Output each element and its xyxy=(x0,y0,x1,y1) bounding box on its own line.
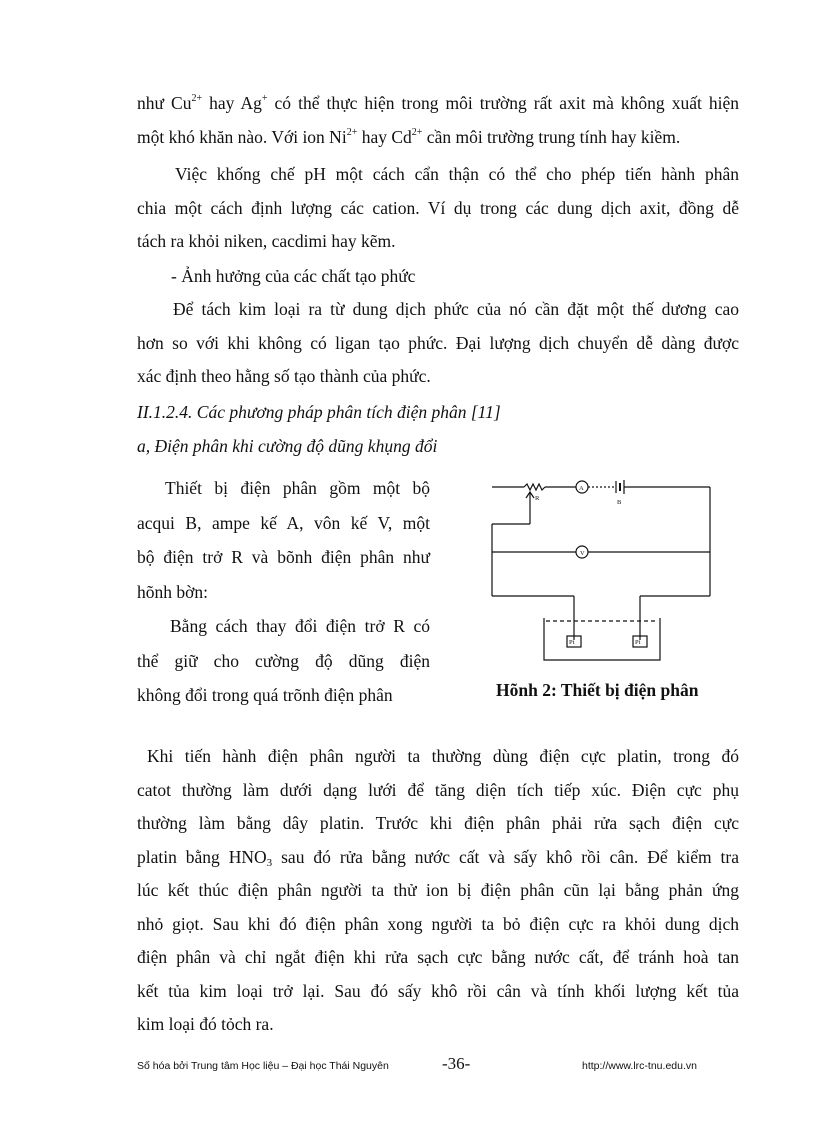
line: điện phân và chỉ ngắt điện khi rửa sạch cực bằng nước cất, để tránh hoà tan xyxy=(137,947,739,967)
paragraph-1 xyxy=(137,87,739,154)
label-pt: Pt xyxy=(635,639,641,646)
line: Khi tiến hành điện phân người ta thường dùng điện cực platin, trong đó xyxy=(147,746,739,766)
page-number: -36- xyxy=(442,1054,471,1073)
line: Để tách kim loại ra từ dung dịch phức của nó cần đặt một thế dương cao xyxy=(173,299,739,319)
line: xác định theo hằng số tạo thành của phức. xyxy=(137,366,431,386)
line: - Ảnh hưởng của các chất tạo phức xyxy=(171,266,416,286)
paragraph-5 xyxy=(137,471,430,713)
paragraph-2 xyxy=(137,158,739,259)
figure-caption: Hõnh 2: Thiết bị điện phân xyxy=(496,680,699,700)
line: Bằng cách thay đổi điện trở R có xyxy=(170,616,430,636)
line: thể giữ cho cường độ dũng điện xyxy=(137,650,430,671)
line: platin bằng $HNO_3$ sau đó rửa bằng nước cất và sấy khô rồi cân. Để kiểm tra xyxy=(137,846,739,869)
electrolysis-cell xyxy=(544,618,660,660)
paragraph-3 xyxy=(137,260,739,294)
label-a: A xyxy=(579,485,584,492)
footer-source: Số hóa bởi Trung tâm Học liệu – Đại học Thái Nguyên xyxy=(137,1060,389,1072)
paragraph-6 xyxy=(137,740,739,1042)
line: catot thường làm dưới dạng lưới để tăng diện tích tiếp xúc. Điện cực phụ xyxy=(137,779,739,800)
line: như $Cu^{2+}$ hay Ag+ có thể thực hiện trong môi trường rất axit mà không xuất hiện xyxy=(137,93,739,113)
label-r: R xyxy=(535,495,540,502)
resistor-r xyxy=(524,484,545,490)
section-heading: II.1.2.4. Các phương pháp phân tích điện phân [11] xyxy=(137,402,501,422)
line: acqui B, ampe kế A, vôn kế V, một xyxy=(137,512,430,533)
line: kết tủa kim loại trở lại. Sau đó sấy khô rồi cân và tính khối lượng kết tủa xyxy=(137,980,739,1001)
line: kim loại đó tỏch ra. xyxy=(137,1014,274,1034)
line: chia một cách định lượng các cation. Ví dụ trong các dung dịch axit, đồng dễ xyxy=(137,197,739,218)
label-v: V xyxy=(580,550,585,557)
line: tách ra khỏi niken, cacdimi hay kẽm. xyxy=(137,231,396,251)
line: bộ điện trở R và bõnh điện phân như xyxy=(137,547,430,567)
line: hõnh bờn: xyxy=(137,581,208,602)
line: thường làm bằng dây platin. Trước khi điện phân phải rửa sạch điện cực xyxy=(137,813,739,833)
electrolysis-apparatus-diagram xyxy=(488,478,718,668)
line: không đổi trong quá trõnh điện phân xyxy=(137,685,393,705)
label-b: B xyxy=(617,499,622,506)
line: Thiết bị điện phân gồm một bộ xyxy=(165,478,430,498)
label-pt: Pt xyxy=(569,639,575,646)
footer-link[interactable]: http://www.lrc-tnu.edu.vn xyxy=(582,1060,697,1072)
paragraph-4 xyxy=(137,293,739,394)
line: Việc khống chế pH một cách cẩn thận có thể cho phép tiến hành phân xyxy=(175,164,739,184)
line: hơn so với khi không có ligan tạo phức. Đại lượng dịch chuyển dễ dàng được xyxy=(137,332,739,353)
line: nhỏ giọt. Sau khi đó điện phân xong người ta bỏ điện cực ra khỏi dung dịch xyxy=(137,913,739,934)
line: một khó khăn nào. Với ion $Ni^{2+}$ hay $Cd^{2+}$ cần môi trường trung tính hay kiềm. xyxy=(137,126,681,147)
subsection-heading: a, Điện phân khi cường độ dũng khụng đổi xyxy=(137,436,438,456)
line: lúc kết thúc điện phân người ta thử ion bị điện phân cũn lại bằng phản ứng xyxy=(137,880,739,900)
